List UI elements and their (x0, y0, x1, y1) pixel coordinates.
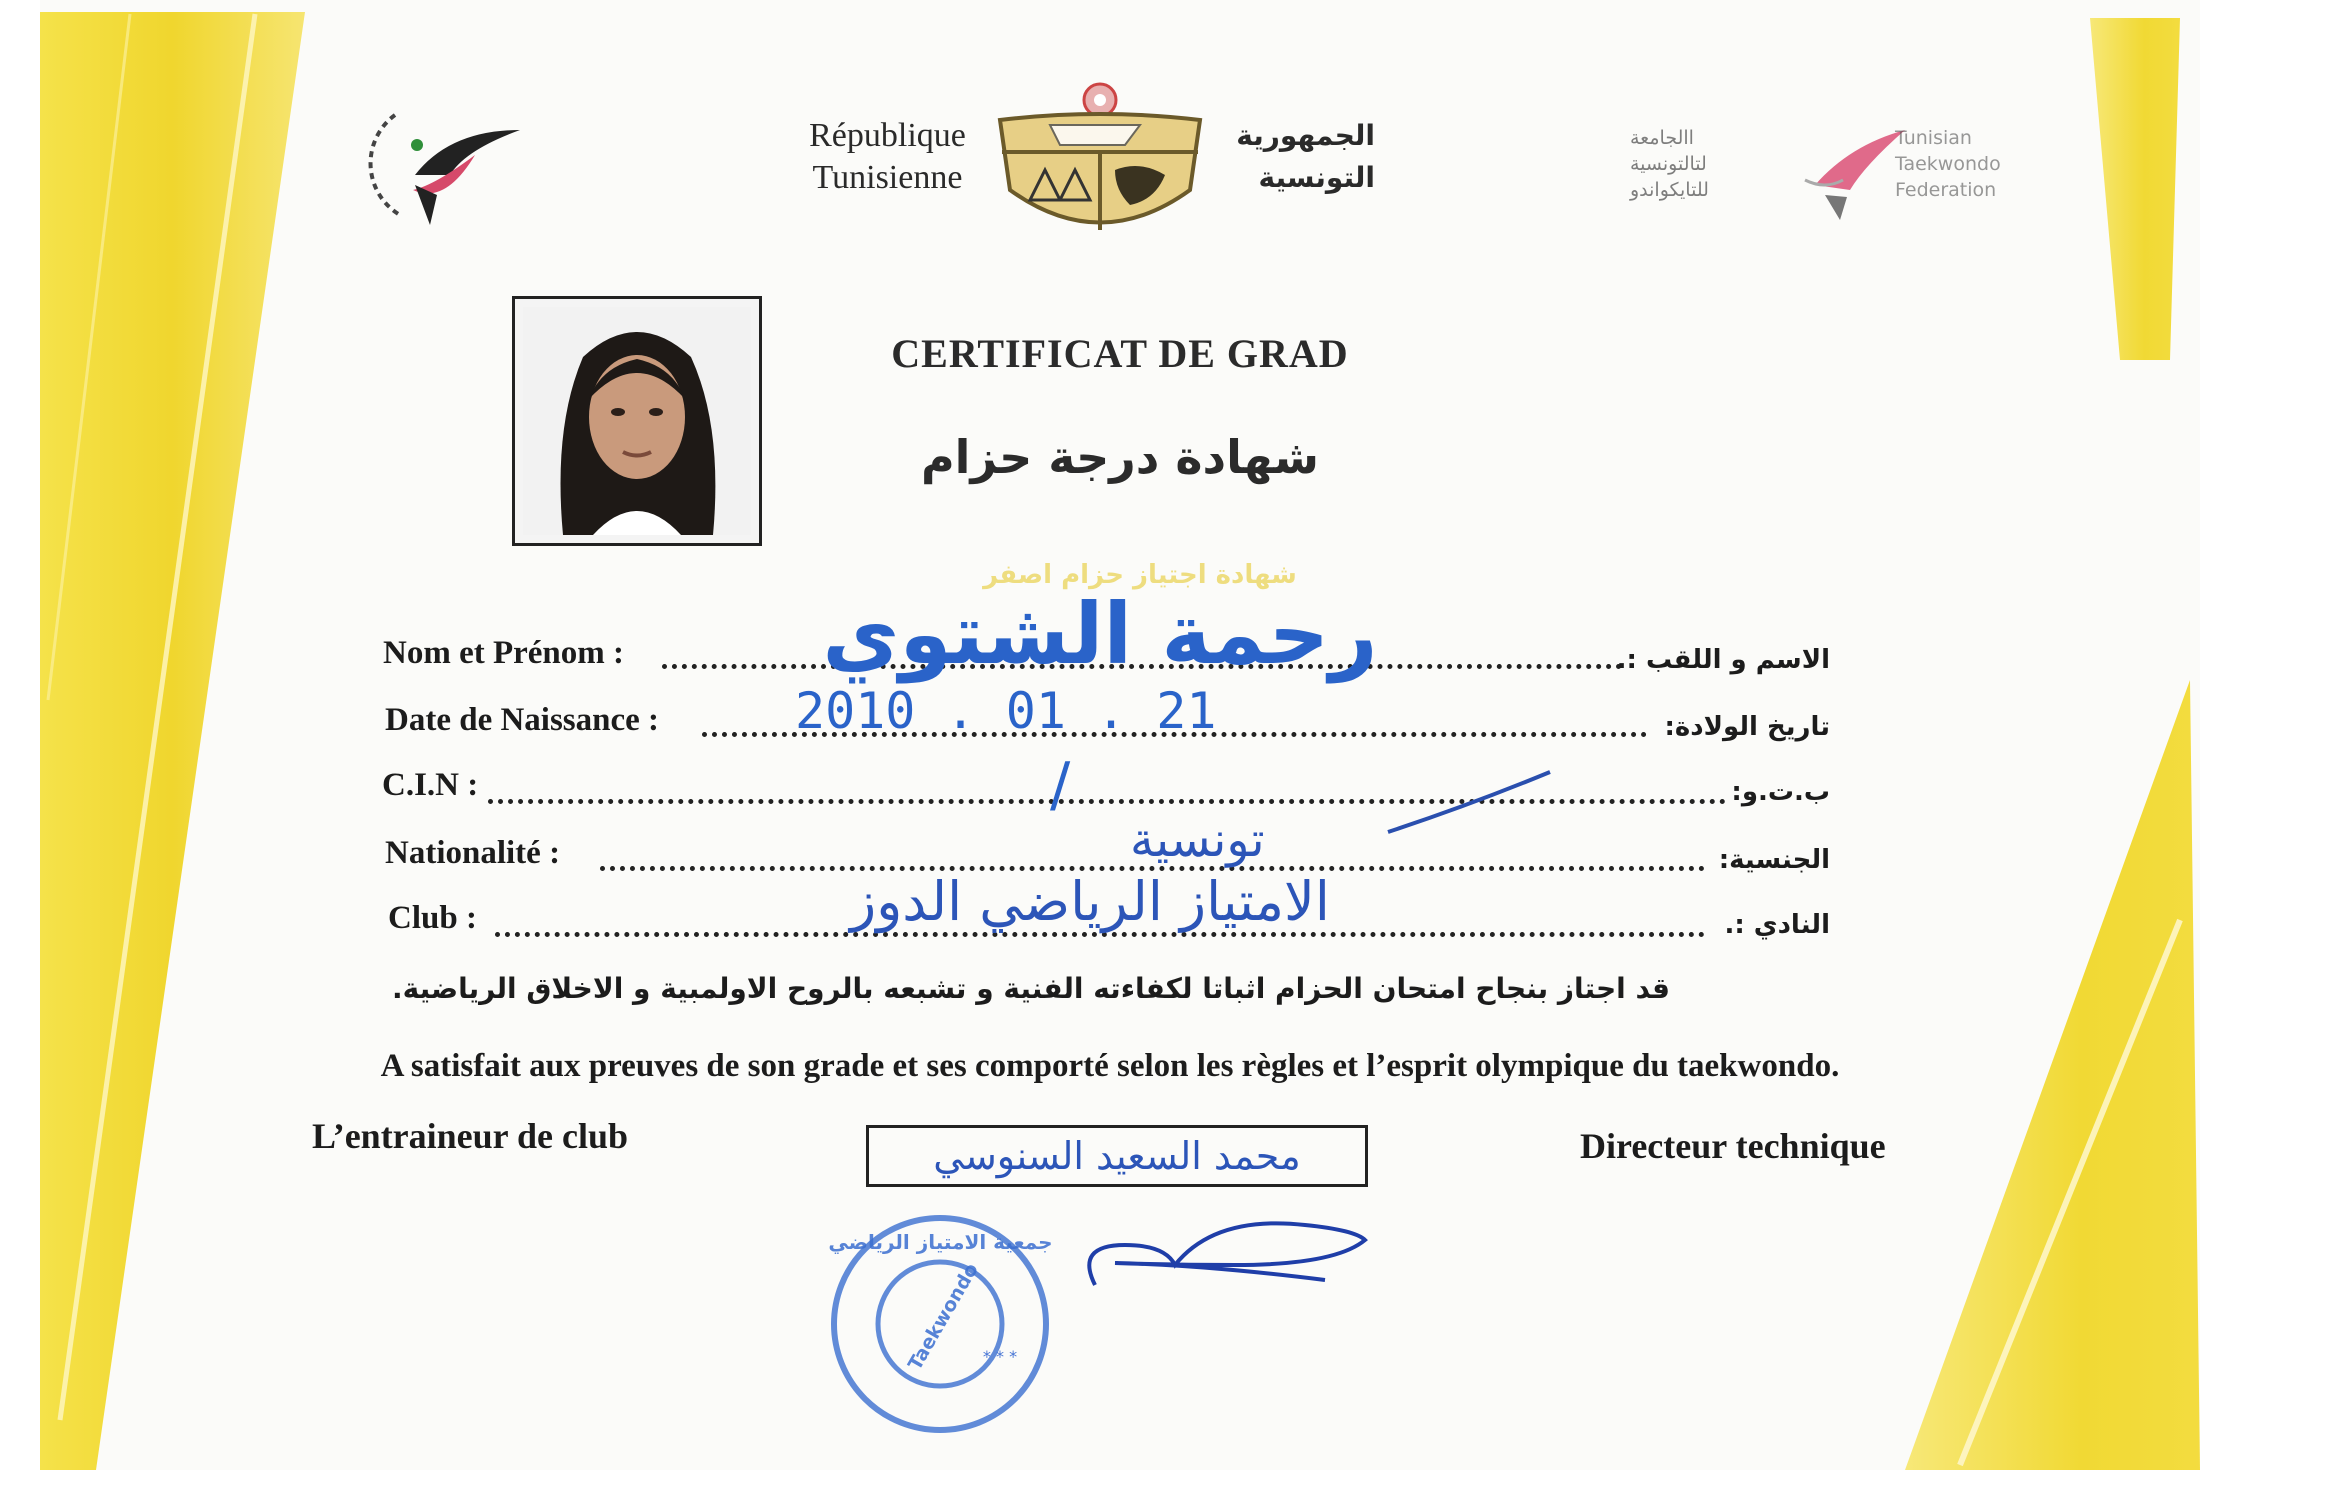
world-taekwondo-logo (355, 95, 535, 235)
federation-logo-text-en: Tunisian Taekwondo Federation (1895, 127, 2001, 201)
club-label-fr: Club : (388, 900, 477, 936)
photo-frame (512, 296, 762, 546)
signature-name-box (866, 1125, 1368, 1187)
cin-handwritten-value: / (1050, 750, 1071, 820)
cin-label-fr: C.I.N : (382, 767, 479, 803)
nationality-label-ar: الجنسية: (1718, 845, 1830, 875)
federation-logo-text-ar: ااﻟﺠﺎﻣﻌﺔ ﻟﺘﺎﻟﺘﻮﻧﺴﻴﺔ ﻟﻠﺘﺎﻳﻜﻮﺍﻧﺪو (1630, 127, 1709, 201)
country-fr-line1: République (809, 117, 966, 154)
technical-director-label: Directeur technique (1580, 1126, 1886, 1166)
name-label-fr: Nom et Prénom : (383, 635, 624, 671)
stamp-inner-text: Taekwondo (903, 1259, 983, 1375)
handwritten-signature (1055, 1205, 1385, 1315)
country-name-fr (800, 115, 975, 199)
nationality-handwritten-value: تونسية (1130, 812, 1265, 868)
nationality-label-fr: Nationalité : (385, 835, 561, 871)
club-stamp (828, 1212, 1053, 1437)
stamp-ring-text: جمعية الامتياز الرياضي (828, 1230, 1053, 1254)
birthdate-label-ar: تاريخ الولادة: (1664, 712, 1830, 742)
svg-text:* * *: * * * (982, 1347, 1018, 1366)
country-ar-line2: التونسية (1258, 161, 1375, 194)
club-label-ar: النادي :. (1724, 910, 1830, 940)
club-handwritten-value: الامتياز الرياضي الدوز (850, 870, 1330, 933)
certificate-title-ar: شهادة درجة حزام (920, 430, 1320, 484)
signature-name-handwritten: محمد السعيد السنوسي (933, 1134, 1301, 1178)
statement-ar: قد اجتاز بنجاح امتحان الحزام اثباتا لكفاءته الفنية و تشبعه بالروح الاولمبية و الاخلاق الرياضية. (391, 972, 1670, 1005)
tunisia-coat-of-arms-icon (990, 80, 1210, 240)
country-name-ar (1235, 115, 1375, 199)
name-handwritten-value: رحمة الشتوي (822, 585, 1378, 683)
birthdate-label-fr: Date de Naissance : (385, 702, 660, 738)
statement-fr: A satisfait aux preuves de son grade et ses comporté selon les règles et l’esprit olympique du taekwondo. (380, 1048, 1840, 1084)
faint-background-title-ar: شهادة اجتياز حزام اصفر (983, 560, 1297, 590)
club-trainer-label: L’entraineur de club (312, 1116, 629, 1156)
country-ar-line1: الجمهورية (1236, 119, 1375, 152)
cin-label-ar: ب.ت.و: (1731, 777, 1830, 807)
cin-strike-line (1380, 760, 1560, 840)
name-label-ar: الاسم و اللقب :. (1616, 645, 1830, 675)
certificate-title-fr: CERTIFICAT DE GRAD (891, 331, 1349, 376)
tunisian-taekwondo-federation-logo (1630, 125, 2050, 235)
country-fr-line2: Tunisienne (812, 159, 963, 196)
birthdate-handwritten-value: 2010 . 01 . 21 (795, 682, 1217, 740)
photo-portrait-icon (523, 307, 751, 535)
